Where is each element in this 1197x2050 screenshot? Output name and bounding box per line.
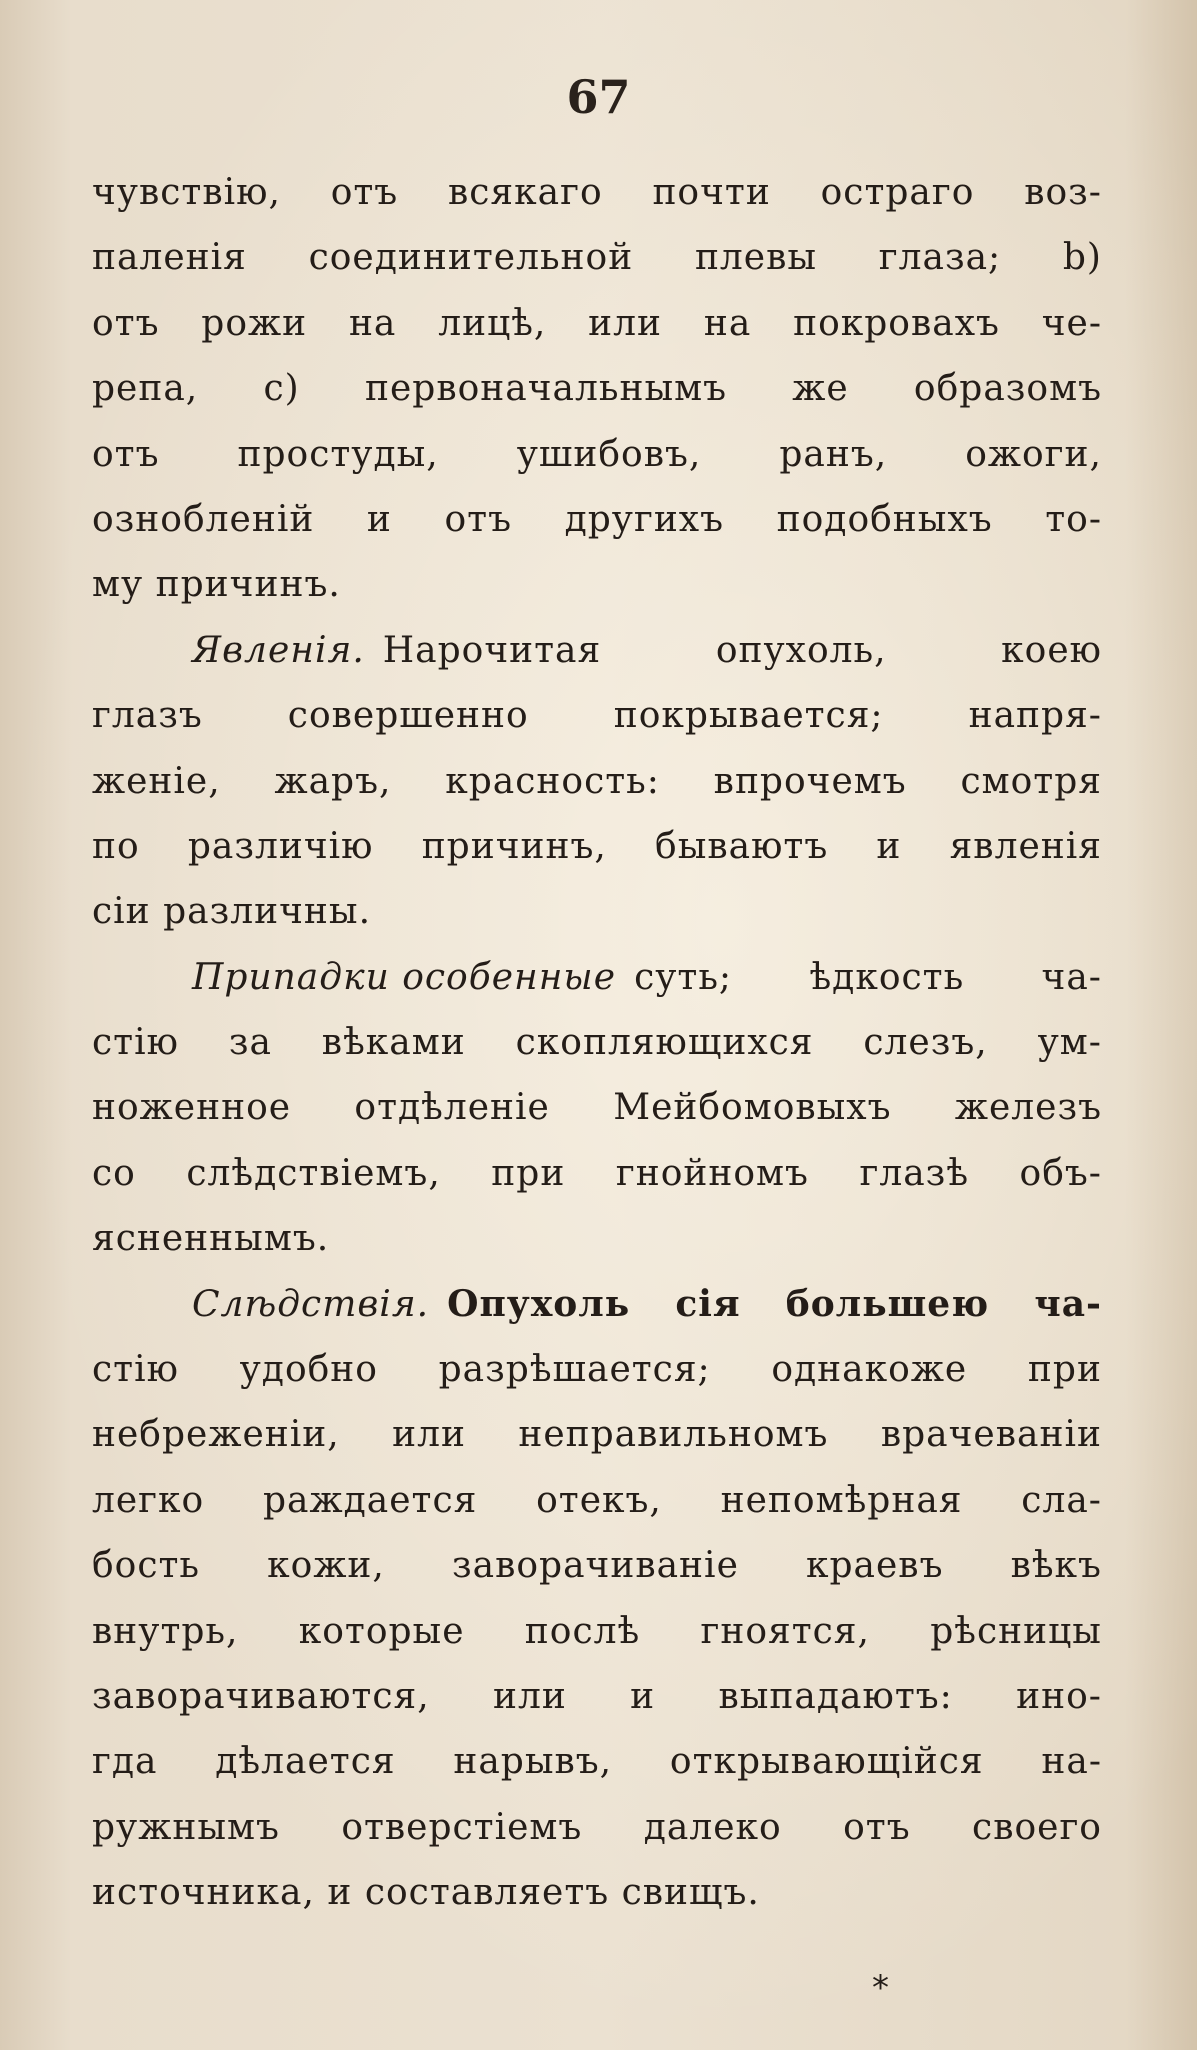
word: остраго [820,172,975,213]
word: железъ [954,1087,1102,1129]
word: на [348,302,397,344]
section-heading-consequences: Слѣдствія. [192,1283,430,1325]
word: раждается [262,1479,478,1521]
text-line [92,1337,1102,1402]
text-line [92,1533,1102,1598]
paragraph-causes [92,160,1102,618]
word: ружнымъ [92,1806,280,1848]
word: за [228,1022,272,1064]
word: почти [652,172,771,213]
word: воз- [1024,172,1102,213]
word: объ- [1019,1152,1102,1194]
word: отдѣленіе [354,1087,550,1129]
word: однакоже [771,1349,968,1391]
word: ча- [1034,1282,1102,1325]
word: небреженіи, [92,1414,340,1456]
word: гноятся, [700,1610,870,1652]
text-line [92,945,1102,1010]
word: на [703,302,752,344]
word: отъ [843,1806,911,1848]
word: сла- [1021,1479,1102,1521]
word: паленія [92,237,247,279]
text-line [92,1402,1102,1467]
word: то- [1045,498,1102,540]
word: рѣсницы [930,1610,1102,1652]
word: чувствію, [92,172,281,213]
word: отъ [92,302,160,344]
word: глаза; [878,237,1002,279]
word: краевъ [805,1545,944,1587]
word: Нарочитая [382,629,602,671]
word: или [392,1414,466,1456]
word: всякаго [448,172,603,213]
text-line [92,1010,1102,1075]
word: скопляющихся [515,1022,814,1064]
word: Опухоль [447,1282,631,1325]
word: слѣдствіемъ, [186,1152,441,1194]
word: открывающійся [669,1741,984,1783]
text-line [92,1075,1102,1140]
word: гда [92,1741,158,1783]
text-line [92,225,1102,290]
word: гнойномъ [615,1152,809,1194]
word: большею [785,1282,990,1325]
paragraph-consequences [92,1272,1102,1926]
text-line: источника, и составляетъ свищъ. [92,1872,760,1914]
word: лицѣ, [438,302,547,344]
word: или [588,302,663,344]
word: внутрь, [92,1610,239,1652]
word: смотря [960,760,1102,802]
text-line [92,1468,1102,1533]
text-line [92,1664,1102,1729]
word: ѣдкость [809,956,965,998]
word: дѣлается [215,1741,396,1783]
word: нарывъ, [453,1741,613,1783]
text-line [92,1795,1102,1860]
word: и [876,825,902,867]
text-line [92,749,1102,814]
word: послѣ [524,1610,641,1652]
word: причинъ, [421,825,607,867]
word: Мейбомовыхъ [613,1087,892,1129]
word: ча- [1041,956,1102,998]
text-line [92,356,1102,421]
word: отъ [444,498,512,540]
section-heading-symptoms: Явленія. [192,629,365,671]
word: различію [187,825,374,867]
word: непомѣрная [720,1479,963,1521]
word: явленія [949,825,1102,867]
text-line [92,1729,1102,1794]
word: отверстіемъ [341,1806,583,1848]
word: легко [92,1479,205,1521]
word: заворачиваніе [451,1545,739,1587]
word: выпадаютъ: [718,1675,953,1717]
word: которые [298,1610,465,1652]
word: своего [972,1806,1102,1848]
word: слезъ, [863,1022,988,1064]
word: рожи [201,302,308,344]
text-line [92,814,1102,879]
word: красность: [445,760,660,802]
word: отъ [330,172,399,213]
word: далеко [643,1806,782,1848]
word: впрочемъ [713,760,907,802]
word: подобныхъ [776,498,993,540]
word: при [491,1152,566,1194]
word: опухоль, [715,629,887,671]
word: образомъ [913,368,1102,410]
text-line [92,683,1102,748]
word: первоначальнымъ [364,368,727,410]
word: стію [92,1022,179,1064]
text-line [92,291,1102,356]
word: на- [1041,1741,1102,1783]
word: женіе, [92,760,221,802]
word: ноженное [92,1087,292,1129]
word: стію [92,1349,179,1391]
text-line [92,1272,1102,1337]
word: ранъ, [779,433,888,475]
text-line [92,487,1102,552]
page-number: 67 [566,70,631,124]
word: и [630,1675,656,1717]
word: врачеваніи [880,1414,1102,1456]
section-heading-special-signs: Припадки особенные [192,956,617,998]
word: соединительной [308,237,634,279]
word: заворачиваются, [92,1675,430,1717]
word: ознобленій [92,498,315,540]
word: совершенно [287,695,529,737]
word: ожоги, [965,433,1102,475]
text-line: му причинъ. [92,564,341,606]
word: со [92,1152,136,1194]
word: c) [263,368,300,410]
word: репа, [92,368,199,410]
word: отекъ, [536,1479,662,1521]
body-text [92,160,1102,1926]
paragraph-special-signs [92,945,1102,1272]
word: по [92,825,140,867]
word: ум- [1037,1022,1102,1064]
word: бость [92,1545,201,1587]
word: или [492,1675,567,1717]
word: глазъ [92,695,203,737]
word: разрѣшается; [438,1349,711,1391]
word: покровахъ [793,302,1000,344]
text-line [92,160,1102,225]
word: вѣками [321,1022,466,1064]
word: и [366,498,392,540]
word: другихъ [564,498,725,540]
word: глазѣ [859,1152,970,1194]
catchword-asterisk: * [872,1968,889,2008]
text-line [92,422,1102,487]
word: плевы [694,237,818,279]
word: кожи, [267,1545,385,1587]
word: че- [1041,302,1102,344]
paragraph-symptoms [92,618,1102,945]
word: b) [1062,237,1102,279]
word: покрывается; [613,695,884,737]
word: сія [675,1282,741,1325]
word: же [792,368,849,410]
word: коею [1001,629,1102,671]
word: бываютъ [655,825,829,867]
word: простуды, [237,433,439,475]
word: суть; [634,956,733,998]
word: отъ [92,433,160,475]
word: ушибовъ, [516,433,702,475]
word: вѣкъ [1010,1545,1102,1587]
text-line [92,618,1102,683]
word: напря- [968,695,1102,737]
text-line [92,1599,1102,1664]
word: жаръ, [274,760,392,802]
text-line: сіи различны. [92,891,372,933]
text-line: ясненнымъ. [92,1218,330,1260]
text-line [92,1141,1102,1206]
word: ино- [1016,1675,1102,1717]
word: удобно [239,1349,378,1391]
word: при [1027,1349,1102,1391]
word: неправильномъ [518,1414,829,1456]
